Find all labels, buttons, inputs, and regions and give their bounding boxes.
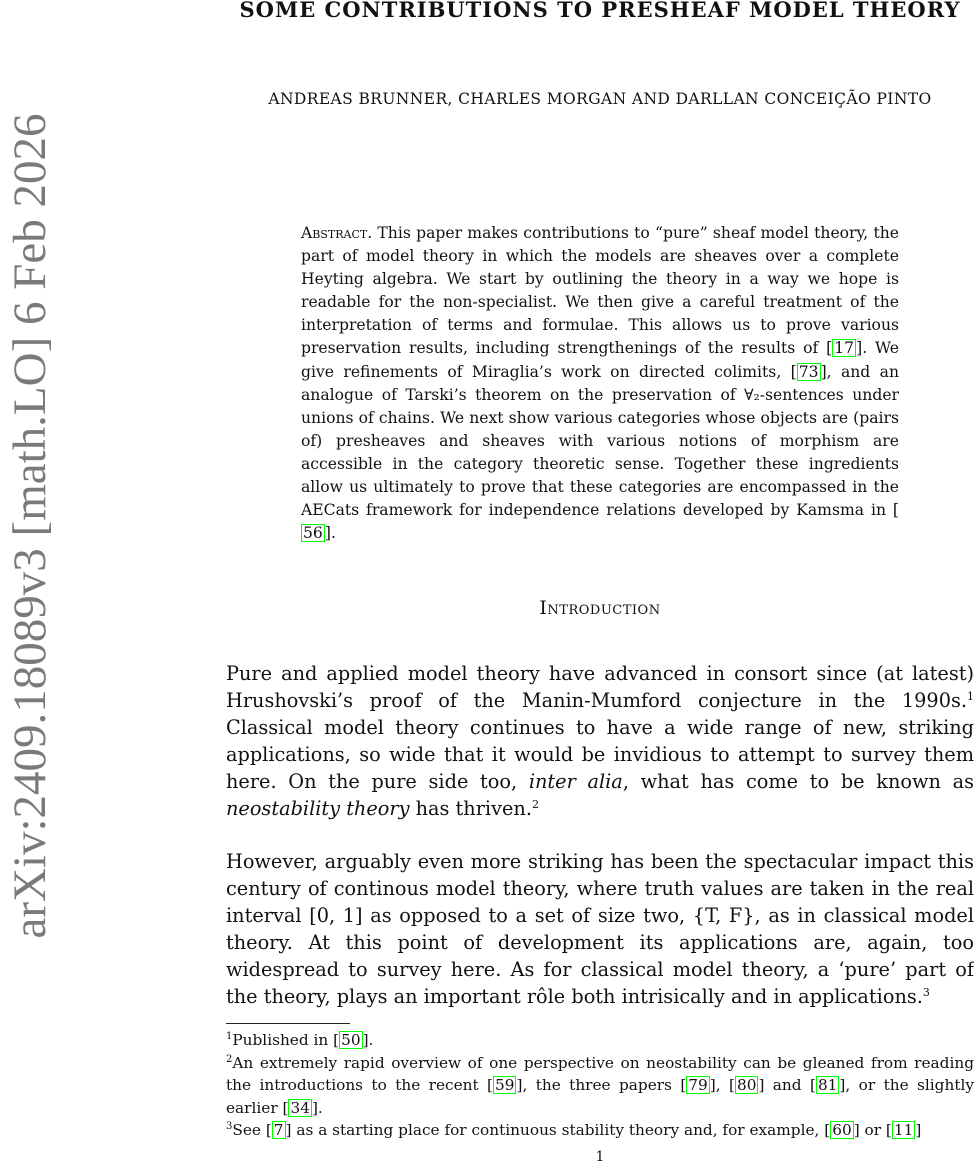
footnote-text: See — [232, 1121, 266, 1140]
footnote-text: as a starting place for continuous stability theory and, for example, — [291, 1121, 825, 1140]
body-paragraph — [226, 848, 974, 1010]
section-heading: Introduction — [539, 597, 661, 619]
math-expression: {T, F} — [692, 904, 755, 927]
footnote: $^2$An extremely rapid overview of one perspective on neostability can be gleaned from reading the introductions to the recent [ 59 ], the three papers [ 79 ], [ 80 ] and [ 81 ], or the slightly earlier [ 34 ]. — [226, 1053, 974, 1117]
footnote-rule — [226, 1023, 350, 1024]
footnote-text: and — [764, 1076, 810, 1095]
paragraph-text: However, arguably even more striking has been the spectacular impact this century of continous model theory, where truth values are taken in the real interval — [226, 850, 974, 927]
arxiv-stamp: arXiv:2409.18089v3 [math.LO] 6 Feb 2026 — [4, 113, 56, 939]
citation-link[interactable]: 34 — [290, 1098, 310, 1117]
body-paragraph — [226, 660, 974, 822]
footnote-text: . — [368, 1031, 374, 1049]
citation-link[interactable]: 80 — [736, 1076, 757, 1095]
footnote-number: 2 — [226, 1053, 233, 1065]
citation-link[interactable]: 50 — [341, 1031, 361, 1049]
footnote-text: , the three papers — [522, 1076, 681, 1095]
citation-link[interactable]: 60 — [832, 1121, 852, 1140]
paragraph-text: Pure and applied model theory have advanced in consort since (at latest) Hrushovski’s proof of the Manin-Mumford conjecture in the 1990s. — [226, 662, 974, 712]
paper-title: SOME CONTRIBUTIONS TO PRESHEAF MODEL THEORY — [239, 0, 961, 22]
footnote-mark[interactable]: 1 — [967, 690, 974, 703]
citation-link[interactable]: 56 — [303, 524, 323, 543]
citation-link[interactable]: 81 — [817, 1076, 838, 1095]
emphasis-text: neostability theory — [226, 797, 410, 820]
footnote-mark[interactable]: 2 — [531, 798, 539, 811]
paragraph-text: has thriven. — [409, 797, 532, 820]
paragraph-text: , as in classical model theory. At this point of development its applications are, again, too widespread to survey here. As for classical model theory, a ‘pure’ part of the theory, plays an important rôle both intrisically and in applications. — [226, 904, 974, 1008]
paper-authors: ANDREAS BRUNNER, CHARLES MORGAN AND DARLLAN CONCEIÇÃO PINTO — [268, 90, 932, 108]
citation-link[interactable]: 7 — [273, 1121, 284, 1140]
abstract-text: . — [330, 524, 336, 543]
footnote-text: . — [317, 1098, 323, 1117]
footnote-mark[interactable]: 3 — [922, 986, 930, 999]
footnote: $^3$See [ 7 ] as a starting place for continuous stability theory and, for example, [ 60 ] or [ 11 ] — [226, 1121, 922, 1140]
paragraph-text: , what has come to be known as — [622, 770, 974, 793]
page-number: 1 — [595, 1149, 605, 1165]
math-expression: [0, 1] — [309, 904, 363, 927]
paragraph-text: as opposed to a set of size two, — [362, 904, 693, 927]
citation-link[interactable]: 73 — [798, 362, 819, 381]
abstract: Abstract. This paper makes contributions to “pure” sheaf model theory, the part of model theory in which the models are sheaves over a complete Heyting algebra. We start by outlining the theory in a way we hope is readable for the non-specialist. We then give a careful treatment of the interpretation of terms and formulae. This allows us to prove various preservation results, including strengthenings of the results of [ 17 ]. We give refinements of Miraglia’s work on directed colimits, [ 73 ], and an analogue of Tarski’s theorem on the preservation of ∀₂-sentences under unions of chains. We next show various categories whose objects are (pairs of) presheaves and sheaves with various notions of morphism are accessible in the category theoretic sense. Together these ingredients allow us ultimately to prove that these categories are encompassed in the AECats framework for independence relations developed by Kamsma in [56 ]. — [301, 224, 899, 543]
citation-link[interactable]: 79 — [688, 1076, 708, 1095]
footnote-number: 3 — [226, 1121, 233, 1133]
abstract-text: . We give refinements of Miraglia’s work on directed colimits, — [301, 339, 899, 381]
footnote-text: An extremely rapid overview of one perspective on neostability can be gleaned from reading the introductions to the recent — [226, 1053, 974, 1095]
footnote: $^1$Published in [ 50 ]. — [226, 1031, 374, 1049]
citation-link[interactable]: 17 — [834, 339, 855, 358]
abstract-text: This paper makes contributions to “pure” sheaf model theory, the part of model theory in which the models are sheaves over a complete Heyting algebra. We start by outlining the theory in a way we hope is readable for the non-specialist. We then give a careful treatment of the interpretation of terms and formulae. This allows us to prove various preservation results, including strengthenings of the results of — [301, 224, 899, 358]
emphasis-text: inter alia — [528, 770, 623, 793]
abstract-text: , and an analogue of Tarski’s theorem on the preservation of ∀₂-sentences under unions of chains. We next show various categories whose objects are (pairs of) presheaves and sheaves with various notions of morphism are accessible in the category theoretic sense. Together these ingredients allow us ultimately to prove that these categories are encompassed in the AECats framework for independence relations developed by Kamsma in — [301, 362, 899, 520]
paragraph-text: Classical model theory continues to have a wide range of new, striking applications, so wide that it would be invidious to attempt to survey them here. On the pure side too, — [226, 716, 974, 793]
citation-link[interactable]: 11 — [893, 1121, 914, 1140]
footnote-text: , — [715, 1076, 729, 1095]
footnotes — [226, 1029, 974, 1142]
footnote-number: 1 — [226, 1031, 233, 1042]
footnote-text: , or the slightly earlier — [226, 1076, 974, 1117]
citation-link[interactable]: 59 — [495, 1076, 515, 1095]
abstract-label: Abstract. — [301, 224, 373, 242]
footnote-text: or — [859, 1121, 886, 1140]
footnote-text: Published in — [232, 1031, 334, 1049]
